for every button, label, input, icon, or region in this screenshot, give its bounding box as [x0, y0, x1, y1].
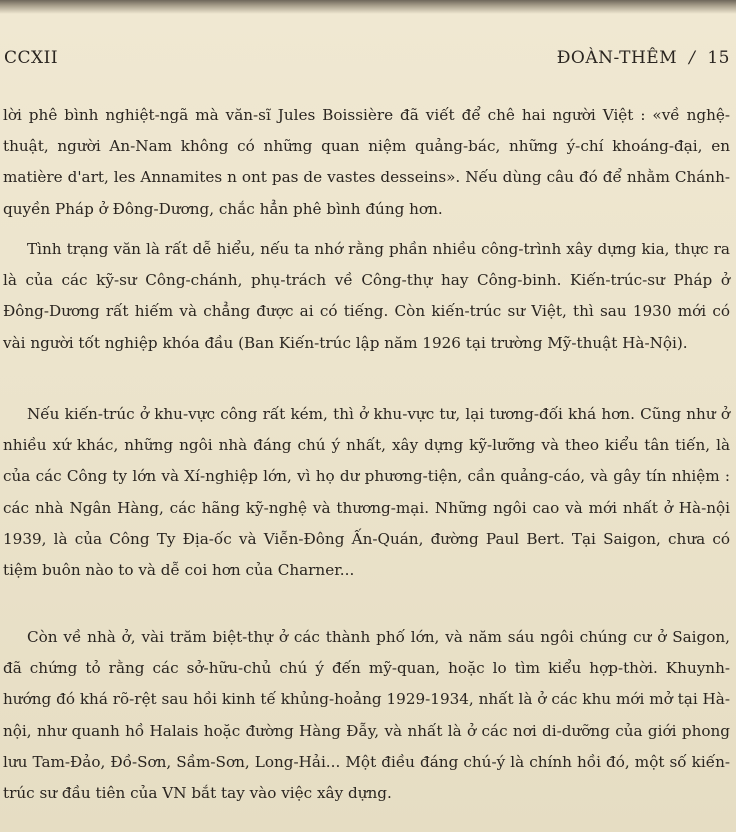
scan-edge-shadow — [0, 0, 736, 14]
running-header — [4, 44, 730, 74]
header-right-group — [557, 48, 730, 68]
paragraph-1: lời phê bình nghiệt-ngã mà văn-sĩ Jules Boissière đã viết để chê hai người Việt : «về nghệ-thuật, người An-Nam không có những quan niệm quảng-bác, những ý-chí khoáng-đại, en matière d'art, les Annamites n ont pas de vastes desseins». Nếu dùng câu đó để nhằm Chánh-quyền Pháp ở Đông-Dương, chắc hẳn phê bình đúng hơn. — [3, 106, 730, 218]
paragraph-2: Tình trạng văn là rất dễ hiểu, nếu ta nhớ rằng phần nhiều công-trình xây dựng kia, thực ra là của các kỹ-sư Công-chánh, phụ-trách về Công-thự hay Công-binh. Kiến-trúc-sư Pháp ở Đông-Dương rất hiếm và chẳng được ai có tiếng. Còn kiến-trúc sư Việt, thì sau 1930 mới có vài người tốt nghiệp khóa đầu (Ban Kiến-trúc lập năm 1926 tại trường Mỹ-thuật Hà-Nội). — [3, 240, 730, 352]
page-number: 15 — [707, 48, 730, 68]
paragraph-3: Nếu kiến-trúc ở khu-vực công rất kém, thì ở khu-vực tư, lại tương-đối khá hơn. Cũng như ở nhiều xứ khác, những ngôi nhà đáng chú ý nhất, xây dựng kỹ-lưỡng và theo kiểu tân tiến, là của các Công ty lớn và Xí-nghiệp lớn, vì họ dư phương-tiện, cần quảng-cáo, và gây tín nhiệm : các nhà Ngân Hàng, các hãng kỹ-nghệ và thương-mại. Những ngôi cao và mới nhất ở Hà-nội 1939, là của Công Ty Địa-ốc và Viễn-Đông Ấn-Quán, đường Paul Bert. Tại Saigon, chưa có tiệm buôn nào to và dễ coi hơn của Charner... — [3, 405, 730, 580]
chapter-roman-numeral: CCXII — [4, 48, 59, 68]
paragraph-4: Còn về nhà ở, vài trăm biệt-thự ở các thành phố lớn, và năm sáu ngôi chúng cư ở Saigon, đã chứng tỏ rằng các sở-hữu-chủ chú ý đến mỹ-quan, hoặc lo tìm kiểu hợp-thời. Khuynh-hướng đó khá rõ-rệt sau hồi kinh tế khủng-hoảng 1929-1934, nhất là ở các khu mới mở tại Hà-nội, như quanh hồ Halais hoặc đường Hàng Đẫy, và nhất là ở các nơi di-dưỡng của giới phong lưu Tam-Đảo, Đồ-Sơn, Sầm-Sơn, Long-Hải... Một điều đáng chú-ý là chính hồi đó, một số kiến-trúc sư đầu tiên của VN bắt tay vào việc xây dựng. — [3, 628, 730, 803]
author-name: ĐOÀN-THÊM — [556, 48, 678, 68]
header-separator: / — [689, 48, 696, 68]
